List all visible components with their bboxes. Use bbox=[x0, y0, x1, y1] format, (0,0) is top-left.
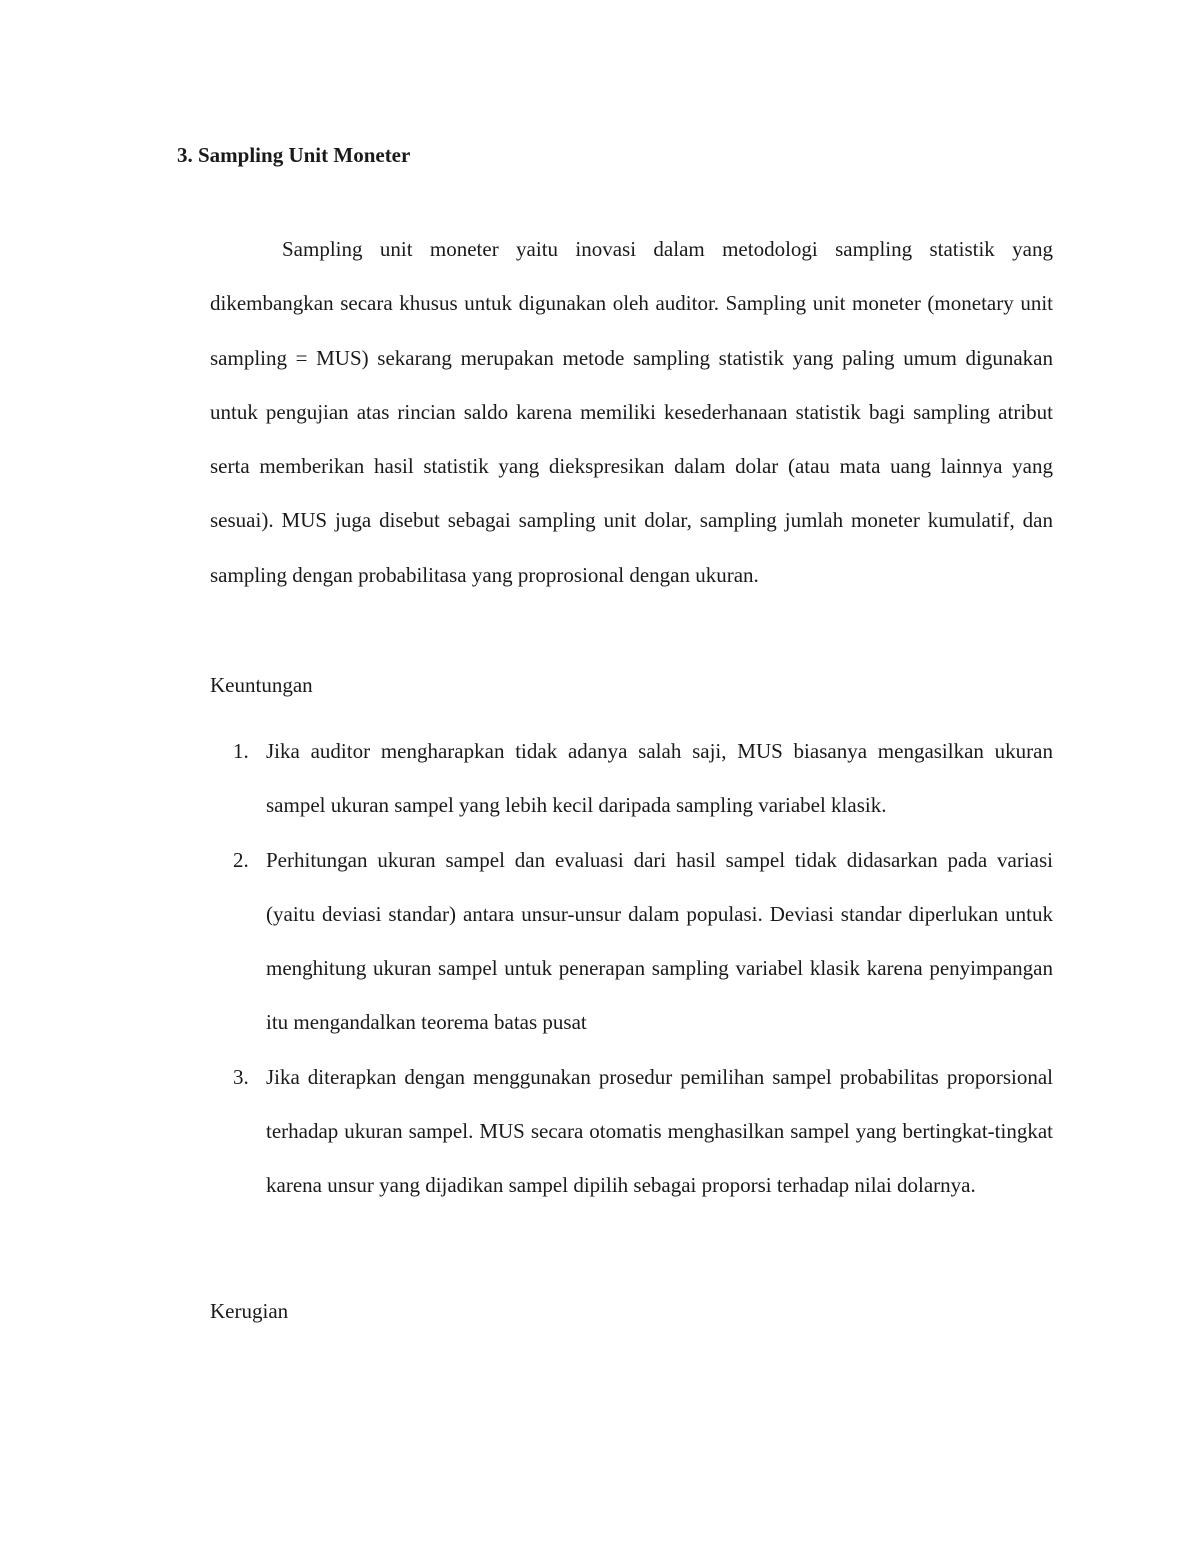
list-marker: 1. bbox=[233, 739, 249, 763]
disadvantages-heading: Kerugian bbox=[210, 1299, 289, 1323]
advantages-heading: Keuntungan bbox=[210, 673, 313, 697]
list-item-text: Jika auditor mengharapkan tidak adanya salah saji, MUS biasanya mengasilkan ukuran sampel ukuran sampel yang lebih kecil daripada sampling variabel klasik. bbox=[266, 739, 1053, 818]
list-item bbox=[233, 1050, 1053, 1213]
list-item bbox=[233, 724, 1053, 833]
list-marker: 3. bbox=[233, 1064, 249, 1089]
list-marker: 2. bbox=[233, 847, 249, 872]
list-item-text: Perhitungan ukuran sampel dan evaluasi dari hasil sampel tidak didasarkan pada variasi (yaitu deviasi standar) antara unsur-unsur dalam populasi. Deviasi standar diperlukan untuk menghitung ukuran sampel untuk penerapan sampling variabel klasik karena penyimpangan itu mengandalkan teorema batas pusat bbox=[266, 847, 1053, 1035]
list-item bbox=[233, 833, 1053, 1050]
intro-paragraph: Sampling unit moneter yaitu inovasi dalam metodologi sampling statistik yang dikembangkan secara khusus untuk digunakan oleh auditor. Sampling unit moneter (monetary unit sampling = MUS) sekarang merupakan metode sampling statistik yang paling umum digunakan untuk pengujian atas rincian saldo karena memiliki kesederhanaan statistik bagi sampling atribut serta memberikan hasil statistik yang diekspresikan dalam dolar (atau mata uang lainnya yang sesuai). MUS juga disebut sebagai sampling unit dolar, sampling jumlah moneter kumulatif, dan sampling dengan probabilitasa yang proprosional dengan ukuran. bbox=[210, 237, 1053, 587]
list-item-text: Jika diterapkan dengan menggunakan prosedur pemilihan sampel probabilitas proporsional terhadap ukuran sampel. MUS secara otomatis menghasilkan sampel yang bertingkat-tingkat karena unsur yang dijadikan sampel dipilih sebagai proporsi terhadap nilai dolarnya. bbox=[266, 1064, 1053, 1198]
section-heading: 3. Sampling Unit Moneter bbox=[177, 143, 411, 167]
advantages-list bbox=[233, 724, 1053, 1213]
